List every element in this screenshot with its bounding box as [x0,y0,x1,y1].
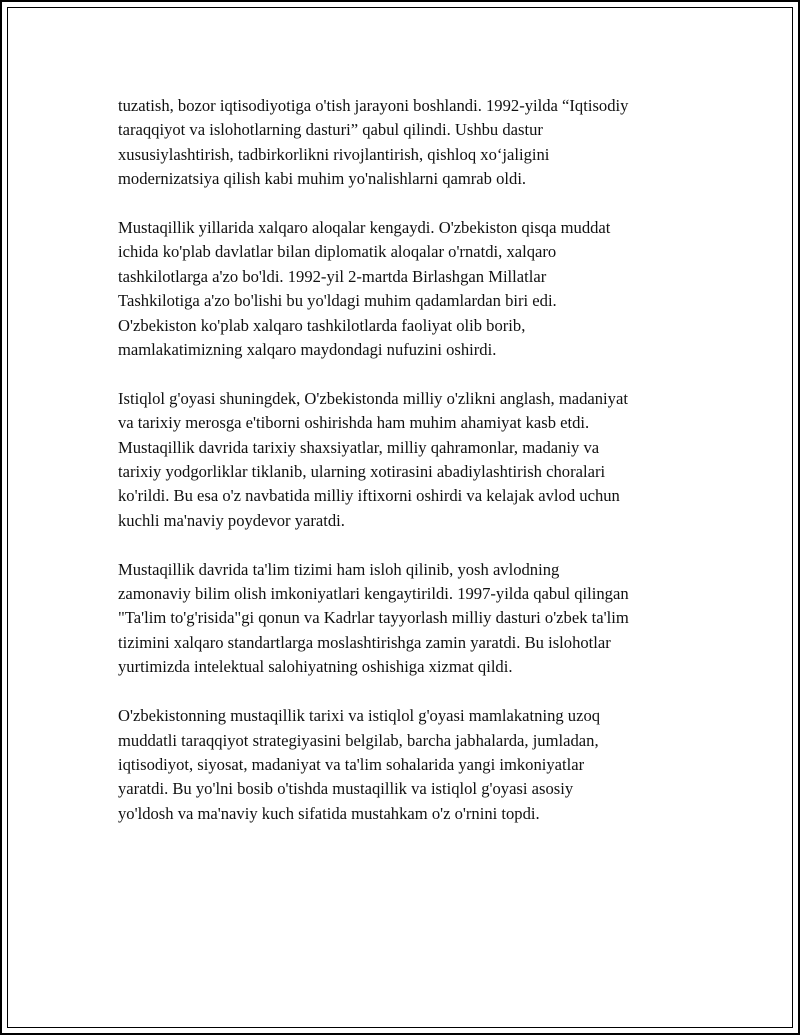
text-line: "Ta'lim to'g'risida"gi qonun va Kadrlar tayyorlash milliy dasturi o'zbek ta'lim [118,608,629,628]
text-line: zamonaviy bilim olish imkoniyatlari kengaytirildi. 1997-yilda qabul qilingan [118,584,629,604]
text-line: tuzatish, bozor iqtisodiyotiga o'tish jarayoni boshlandi. 1992-yilda “Iqtisodiy [118,96,629,115]
text-line: tizimini xalqaro standartlarga moslashtirishga zamin yaratdi. Bu islohotlar [118,632,611,652]
paragraph-national-identity [118,387,708,533]
text-line: muddatli taraqqiyot strategiyasini belgilab, barcha jabhalarda, jumladan, [118,730,599,750]
text-line: tarixiy yodgorliklar tiklanib, ularning xotirasini abadiylashtirish choralari [118,462,606,482]
text-line: Mustaqillik davrida ta'lim tizimi ham isloh qilinib, yosh avlodning [118,559,560,579]
text-line: yo'ldosh va ma'naviy kuch sifatida mustahkam o'z o'rnini topdi. [118,803,540,823]
text-line: O'zbekistonning mustaqillik tarixi va istiqlol g'oyasi mamlakatning uzoq [118,706,601,726]
text-line: yaratdi. Bu yo'lni bosib o'tishda mustaqillik va istiqlol g'oyasi asosiy [118,779,574,799]
text-line: Istiqlol g'oyasi shuningdek, O'zbekistonda milliy o'zlikni anglash, madaniyat [118,388,628,408]
text-line: modernizatsiya qilish kabi muhim yo'nalishlarni qamrab oldi. [118,169,527,189]
text-line: ichida ko'plab davlatlar bilan diplomatik aloqalar o'rnatdi, xalqaro [118,242,557,262]
paragraph-economic-reforms [118,94,708,192]
text-line: xususiylashtirish, tadbirkorlikni rivojlantirish, qishloq xo‘jaligini [118,144,550,164]
text-line: iqtisodiyot, siyosat, madaniyat va ta'lim sohalarida yangi imkoniyatlar [118,754,585,774]
text-line: ko'rildi. Bu esa o'z navbatida milliy iftixorni oshirdi va kelajak avlod uchun [118,486,620,506]
text-line: Mustaqillik davrida tarixiy shaxsiyatlar, milliy qahramonlar, madaniy va [118,437,600,457]
paragraph-education-reform [118,558,708,680]
text-line: tashkilotlarga a'zo bo'ldi. 1992-yil 2-martda Birlashgan Millatlar [118,266,547,286]
paragraph-international-relations [118,216,708,362]
text-line: Tashkilotiga a'zo bo'lishi bu yo'ldagi muhim qadamlardan biri edi. [118,291,557,311]
text-line: Mustaqillik yillarida xalqaro aloqalar kengaydi. O'zbekiston qisqa muddat [118,218,611,238]
text-line: yurtimizda intelektual salohiyatning oshishiga xizmat qildi. [118,657,513,677]
text-line: va tarixiy merosga e'tiborni oshirishda ham muhim ahamiyat kasb etdi. [118,413,590,433]
text-line: mamlakatimizning xalqaro maydondagi nufuzini oshirdi. [118,340,497,360]
document-body [118,94,708,851]
text-line: taraqqiyot va islohotlarning dasturi” qabul qilindi. Ushbu dastur [118,120,543,140]
text-line: kuchli ma'naviy poydevor yaratdi. [118,510,345,530]
text-line: O'zbekiston ko'plab xalqaro tashkilotlarda faoliyat olib borib, [118,315,526,335]
paragraph-conclusion [118,704,708,826]
